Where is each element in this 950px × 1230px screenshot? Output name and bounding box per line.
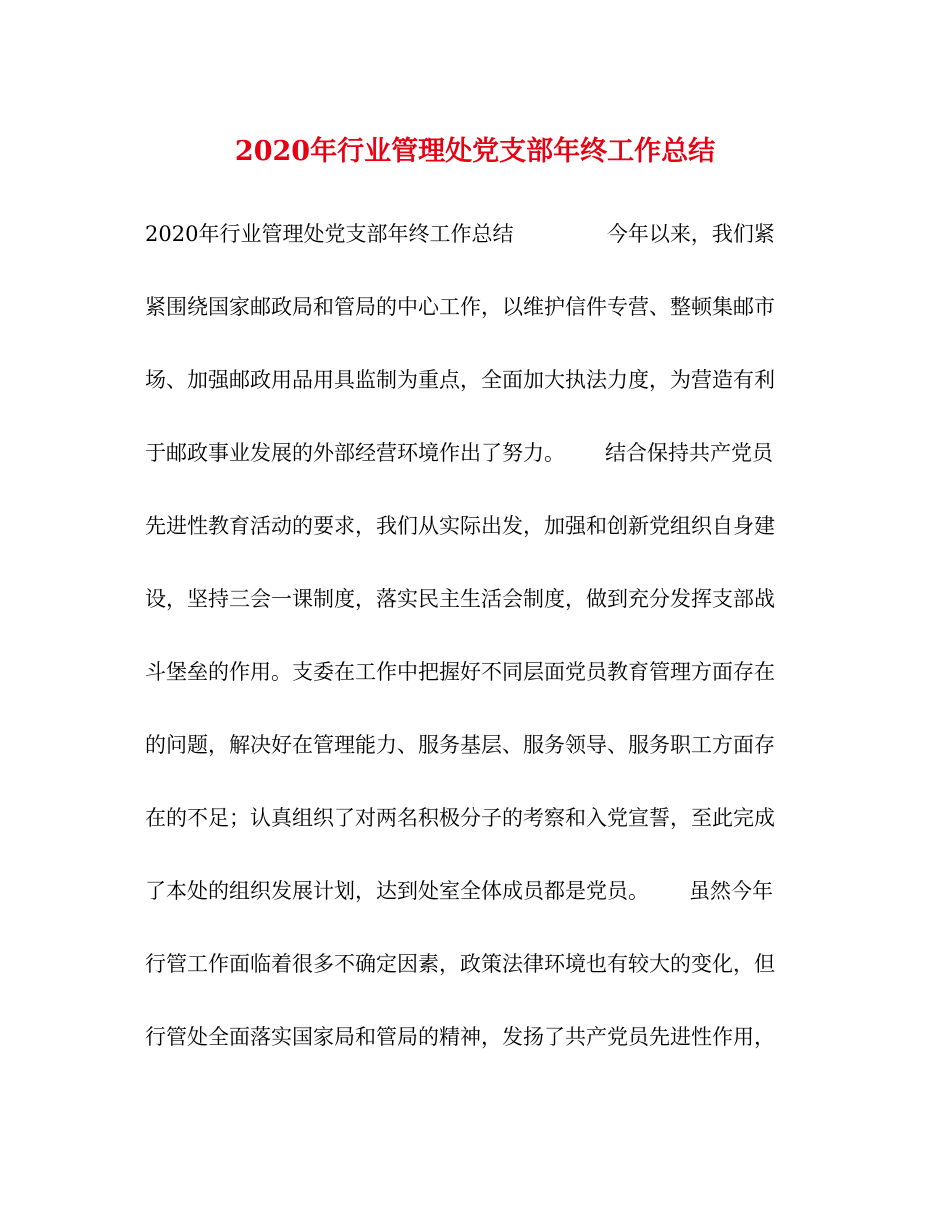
body-line-4: 于邮政事业发展的外部经营环境作出了努力。 结合保持共产党员 [145,441,774,465]
body-line-3: 场、加强邮政用品用具监制为重点，全面加大执法力度，为营造有利 [145,368,775,392]
body-line-12: 行管处全面落实国家局和管局的精神，发扬了共产党员先进性作用， [145,1025,775,1049]
body-line-2: 紧围绕国家邮政局和管局的中心工作，以维护信件专营、整顿集邮市 [145,295,775,319]
body-line-5: 先进性教育活动的要求，我们从实际出发，加强和创新党组织自身建 [145,514,775,538]
body-line-8: 的问题，解决好在管理能力、服务基层、服务领导、服务职工方面存 [145,733,775,757]
document-title: 2020年行业管理处党支部年终工作总结 [234,136,716,167]
body-line-7: 斗堡垒的作用。支委在工作中把握好不同层面党员教育管理方面存在 [145,660,775,684]
body-line-11: 行管工作面临着很多不确定因素，政策法律环境也有较大的变化，但 [145,952,775,976]
body-line-10: 了本处的组织发展计划，达到处室全体成员都是党员。 虽然今年 [145,879,774,903]
body-line-6: 设，坚持三会一课制度，落实民主生活会制度，做到充分发挥支部战 [145,587,775,611]
body-line-9: 在的不足；认真组织了对两名积极分子的考察和入党宣誓，至此完成 [145,806,775,830]
body-line-1: 2020年行业管理处党支部年终工作总结 今年以来，我们紧 [145,222,775,246]
